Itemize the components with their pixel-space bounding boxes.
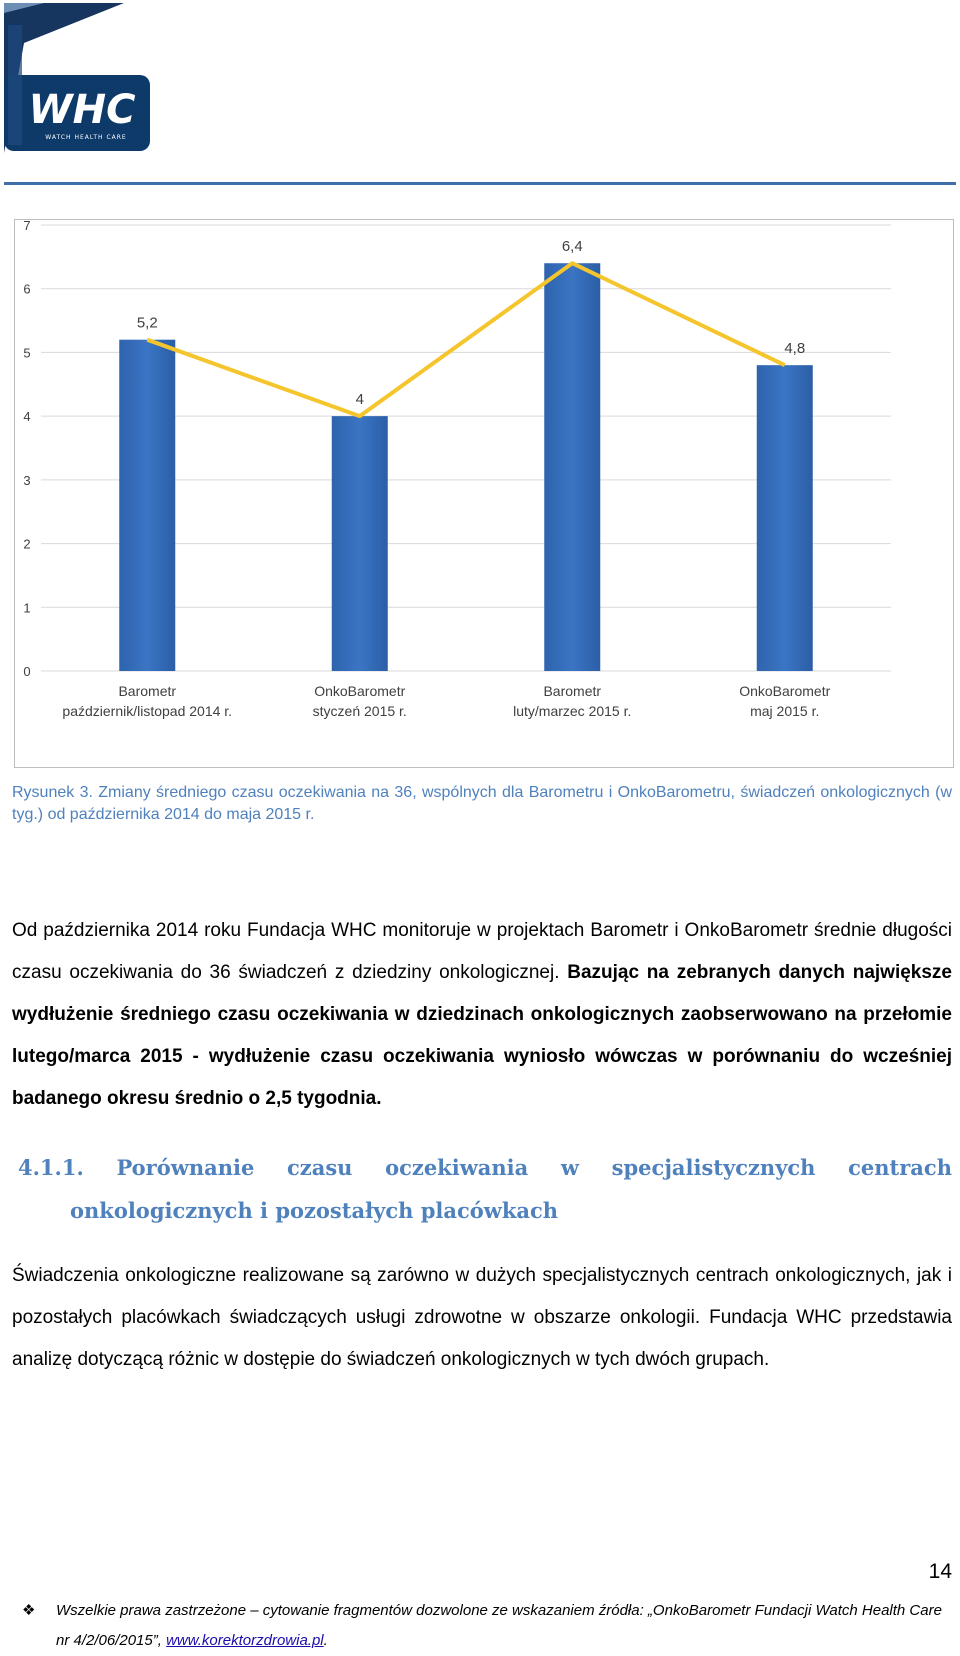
y-tick-label: 4	[23, 409, 31, 425]
section-heading	[18, 1146, 952, 1232]
figure-caption: Rysunek 3. Zmiany średniego czasu oczekiwania na 36, wspólnych dla Barometru i OnkoBarometru, świadczeń onkologicznych (w tyg.) od października 2014 do maja 2015 r.	[12, 784, 952, 823]
y-tick-label: 1	[23, 600, 31, 616]
heading-word: specjalistycznych	[611, 1155, 816, 1180]
y-tick-label: 5	[23, 345, 31, 361]
data-label: 4	[355, 391, 364, 409]
section-heading-line1	[18, 1146, 952, 1189]
x-tick-label: OnkoBarometr	[314, 683, 406, 699]
section-number: 4.1.1.	[18, 1155, 84, 1180]
bar	[757, 365, 813, 671]
logo-text: WHC	[28, 87, 136, 133]
x-tick-label: OnkoBarometr	[739, 683, 831, 699]
heading-word: czasu	[287, 1155, 353, 1180]
series-line	[147, 263, 785, 416]
footer-end: .	[323, 1632, 328, 1649]
x-tick-label: styczeń 2015 r.	[312, 703, 407, 719]
heading-word: Porównanie	[116, 1155, 255, 1180]
y-tick-label: 0	[23, 664, 31, 679]
bar-chart	[15, 220, 955, 769]
paragraph-body: Świadczenia onkologiczne realizowane są zarówno w dużych specjalistycznych centrach onkologicznych, jak i pozostałych placówkach świadczących usługi zdrowotne w obszarze onkologii. Fundacja WHC przedstawia analizę dotyczącą różnic w dostępie do świadczeń onkologicznych w tych dwóch grupach.	[12, 1265, 952, 1370]
chart-frame	[14, 219, 954, 768]
heading-word: w	[560, 1155, 579, 1180]
x-tick-label: Barometr	[118, 683, 177, 699]
page-number: 14	[928, 1560, 952, 1583]
bar	[332, 416, 388, 671]
footer-text-block	[22, 1596, 952, 1656]
y-tick-label: 3	[23, 472, 31, 488]
heading-word: centrach	[848, 1155, 952, 1180]
paragraph-intro	[12, 910, 952, 1120]
paragraph-intro-normal: Od października 2014 roku Fundacja WHC monitoruje w projektach Barometr i OnkoBarometr średnie długości czasu oczekiwania do 36 świadczeń z dziedziny onkologicznej.	[12, 920, 952, 983]
bar	[119, 340, 175, 671]
y-tick-label: 2	[23, 536, 31, 552]
diamond-bullet-icon: ❖	[22, 1602, 36, 1619]
x-tick-label: Barometr	[543, 683, 602, 699]
data-label: 5,2	[136, 314, 158, 332]
header-rule	[4, 182, 956, 185]
x-tick-label: luty/marzec 2015 r.	[513, 703, 632, 719]
section-heading-line2: onkologicznych i pozostałych placówkach	[70, 1198, 559, 1223]
data-label: 6,4	[561, 238, 583, 256]
whc-logo	[4, 3, 156, 155]
heading-word: oczekiwania	[385, 1155, 529, 1180]
data-label: 4,8	[784, 340, 806, 358]
footer-link[interactable]: www.korektorzdrowia.pl	[166, 1632, 324, 1649]
x-tick-label: maj 2015 r.	[750, 703, 820, 719]
logo-subtitle: WATCH HEALTH CARE	[45, 134, 127, 141]
x-tick-label: październik/listopad 2014 r.	[62, 703, 233, 719]
y-tick-label: 7	[23, 220, 31, 233]
footer	[22, 1596, 952, 1656]
footer-text: Wszelkie prawa zastrzeżone – cytowanie fragmentów dozwolone ze wskazaniem źródła: „OnkoBarometr Fundacji Watch Health Care nr 4/2/06/2015”,	[56, 1602, 942, 1649]
paragraph-intro-bold: Bazując na zebranych danych największe wydłużenie średniego czasu oczekiwania w dziedzinach onkologicznych zaobserwowano na przełomie lutego/marca 2015 - wydłużenie czasu oczekiwania wyniosło wówczas w porównaniu do wcześniej badanego okresu średnio o 2,5 tygodnia.	[12, 962, 952, 1109]
y-tick-label: 6	[23, 281, 31, 297]
bar	[544, 263, 600, 671]
